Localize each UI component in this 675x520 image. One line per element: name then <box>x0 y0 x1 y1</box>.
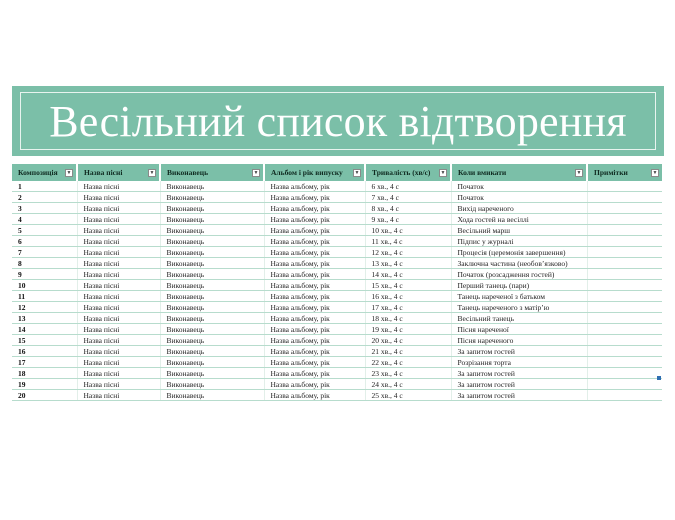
title-banner <box>12 86 664 156</box>
cell-artist[interactable]: Виконавець <box>160 346 264 357</box>
cell-song[interactable]: Назва пісні <box>77 302 160 313</box>
table-row <box>12 203 662 214</box>
playlist-table[interactable] <box>12 164 662 401</box>
cell-num[interactable]: 10 <box>12 280 77 291</box>
cell-album[interactable]: Назва альбому, рік <box>264 181 365 192</box>
cell-song[interactable]: Назва пісні <box>77 390 160 401</box>
cell-song[interactable]: Назва пісні <box>77 379 160 390</box>
cell-artist[interactable]: Виконавець <box>160 192 264 203</box>
cell-when[interactable]: Початок <box>451 181 587 192</box>
cell-song[interactable]: Назва пісні <box>77 346 160 357</box>
cell-artist[interactable]: Виконавець <box>160 225 264 236</box>
cell-artist[interactable]: Виконавець <box>160 236 264 247</box>
cell-album[interactable]: Назва альбому, рік <box>264 357 365 368</box>
cell-when[interactable]: Підпис у журналі <box>451 236 587 247</box>
cell-notes[interactable] <box>587 280 662 291</box>
filter-dropdown-icon[interactable]: ▼ <box>440 170 446 176</box>
cell-duration[interactable]: 17 хв., 4 с <box>365 302 451 313</box>
cell-duration[interactable]: 13 хв., 4 с <box>365 258 451 269</box>
cell-num[interactable]: 9 <box>12 269 77 280</box>
cell-when[interactable]: Пісня нареченого <box>451 335 587 346</box>
cell-song[interactable]: Назва пісні <box>77 269 160 280</box>
column-header-when[interactable] <box>451 164 587 181</box>
cell-album[interactable]: Назва альбому, рік <box>264 324 365 335</box>
cell-duration[interactable]: 24 хв., 4 с <box>365 379 451 390</box>
cell-num[interactable]: 17 <box>12 357 77 368</box>
cell-notes[interactable] <box>587 258 662 269</box>
cell-artist[interactable]: Виконавець <box>160 181 264 192</box>
table-row <box>12 192 662 203</box>
cell-num[interactable]: 6 <box>12 236 77 247</box>
cell-notes[interactable] <box>587 225 662 236</box>
cell-num[interactable]: 4 <box>12 214 77 225</box>
cell-album[interactable]: Назва альбому, рік <box>264 247 365 258</box>
table-row <box>12 258 662 269</box>
cell-duration[interactable]: 7 хв., 4 с <box>365 192 451 203</box>
cell-notes[interactable] <box>587 368 662 379</box>
column-header-notes[interactable] <box>587 164 662 181</box>
cell-when[interactable]: За запитом гостей <box>451 368 587 379</box>
cell-artist[interactable]: Виконавець <box>160 258 264 269</box>
table-row <box>12 346 662 357</box>
cell-duration[interactable]: 8 хв., 4 с <box>365 203 451 214</box>
cell-artist[interactable]: Виконавець <box>160 302 264 313</box>
cell-notes[interactable] <box>587 390 662 401</box>
cell-album[interactable]: Назва альбому, рік <box>264 269 365 280</box>
table-resize-handle[interactable] <box>657 376 661 380</box>
table-row <box>12 225 662 236</box>
cell-song[interactable]: Назва пісні <box>77 258 160 269</box>
cell-duration[interactable]: 20 хв., 4 с <box>365 335 451 346</box>
cell-num[interactable]: 13 <box>12 313 77 324</box>
cell-notes[interactable] <box>587 181 662 192</box>
cell-notes[interactable] <box>587 247 662 258</box>
cell-num[interactable]: 14 <box>12 324 77 335</box>
cell-notes[interactable] <box>587 214 662 225</box>
cell-when[interactable]: Процесія (церемонія завершення) <box>451 247 587 258</box>
cell-num[interactable]: 3 <box>12 203 77 214</box>
cell-song[interactable]: Назва пісні <box>77 313 160 324</box>
cell-album[interactable]: Назва альбому, рік <box>264 203 365 214</box>
cell-duration[interactable]: 23 хв., 4 с <box>365 368 451 379</box>
cell-song[interactable]: Назва пісні <box>77 280 160 291</box>
filter-dropdown-icon[interactable]: ▼ <box>354 170 360 176</box>
column-header-song[interactable] <box>77 164 160 181</box>
cell-when[interactable]: Весільний танець <box>451 313 587 324</box>
cell-artist[interactable]: Виконавець <box>160 357 264 368</box>
cell-when[interactable]: Заключна частина (необов’язково) <box>451 258 587 269</box>
column-header-label: Назва пісні <box>84 168 123 177</box>
page-title: Весільний список відтворення <box>49 96 627 146</box>
cell-song[interactable]: Назва пісні <box>77 357 160 368</box>
cell-album[interactable]: Назва альбому, рік <box>264 214 365 225</box>
cell-artist[interactable]: Виконавець <box>160 214 264 225</box>
cell-duration[interactable]: 18 хв., 4 с <box>365 313 451 324</box>
cell-album[interactable]: Назва альбому, рік <box>264 368 365 379</box>
cell-notes[interactable] <box>587 335 662 346</box>
cell-album[interactable]: Назва альбому, рік <box>264 291 365 302</box>
cell-notes[interactable] <box>587 357 662 368</box>
cell-when[interactable]: Пісня нареченої <box>451 324 587 335</box>
filter-dropdown-icon[interactable]: ▼ <box>253 170 259 176</box>
table-row <box>12 379 662 390</box>
cell-artist[interactable]: Виконавець <box>160 379 264 390</box>
column-header-label: Коли вмикати <box>458 168 507 177</box>
cell-num[interactable]: 8 <box>12 258 77 269</box>
cell-duration[interactable]: 10 хв., 4 с <box>365 225 451 236</box>
cell-album[interactable]: Назва альбому, рік <box>264 346 365 357</box>
cell-song[interactable]: Назва пісні <box>77 247 160 258</box>
cell-num[interactable]: 16 <box>12 346 77 357</box>
table-row <box>12 368 662 379</box>
table-row <box>12 236 662 247</box>
cell-album[interactable]: Назва альбому, рік <box>264 379 365 390</box>
table-row <box>12 247 662 258</box>
cell-when[interactable]: За запитом гостей <box>451 390 587 401</box>
cell-num[interactable]: 7 <box>12 247 77 258</box>
cell-song[interactable]: Назва пісні <box>77 214 160 225</box>
table-row <box>12 280 662 291</box>
cell-when[interactable]: За запитом гостей <box>451 379 587 390</box>
cell-song[interactable]: Назва пісні <box>77 291 160 302</box>
cell-notes[interactable] <box>587 379 662 390</box>
cell-album[interactable]: Назва альбому, рік <box>264 390 365 401</box>
cell-notes[interactable] <box>587 313 662 324</box>
cell-duration[interactable]: 14 хв., 4 с <box>365 269 451 280</box>
cell-when[interactable]: Початок <box>451 192 587 203</box>
table-row <box>12 302 662 313</box>
column-header-album[interactable] <box>264 164 365 181</box>
cell-album[interactable]: Назва альбому, рік <box>264 225 365 236</box>
cell-notes[interactable] <box>587 269 662 280</box>
cell-song[interactable]: Назва пісні <box>77 203 160 214</box>
column-header-track[interactable] <box>12 164 77 181</box>
cell-num[interactable]: 1 <box>12 181 77 192</box>
cell-song[interactable]: Назва пісні <box>77 236 160 247</box>
column-header-label: Альбом і рік випуску <box>271 168 343 177</box>
cell-album[interactable]: Назва альбому, рік <box>264 192 365 203</box>
cell-album[interactable]: Назва альбому, рік <box>264 335 365 346</box>
cell-song[interactable]: Назва пісні <box>77 181 160 192</box>
cell-song[interactable]: Назва пісні <box>77 192 160 203</box>
table-row <box>12 291 662 302</box>
cell-when[interactable]: Весільний марш <box>451 225 587 236</box>
cell-duration[interactable]: 12 хв., 4 с <box>365 247 451 258</box>
cell-artist[interactable]: Виконавець <box>160 313 264 324</box>
cell-num[interactable]: 19 <box>12 379 77 390</box>
cell-album[interactable]: Назва альбому, рік <box>264 236 365 247</box>
cell-num[interactable]: 5 <box>12 225 77 236</box>
cell-artist[interactable]: Виконавець <box>160 291 264 302</box>
cell-duration[interactable]: 6 хв., 4 с <box>365 181 451 192</box>
cell-when[interactable]: Початок (розсадження гостей) <box>451 269 587 280</box>
cell-artist[interactable]: Виконавець <box>160 203 264 214</box>
table-row <box>12 357 662 368</box>
cell-num[interactable]: 20 <box>12 390 77 401</box>
cell-song[interactable]: Назва пісні <box>77 335 160 346</box>
cell-album[interactable]: Назва альбому, рік <box>264 280 365 291</box>
cell-num[interactable]: 18 <box>12 368 77 379</box>
table-body <box>12 181 662 401</box>
cell-duration[interactable]: 16 хв., 4 с <box>365 291 451 302</box>
cell-artist[interactable]: Виконавець <box>160 335 264 346</box>
cell-notes[interactable] <box>587 302 662 313</box>
table-row <box>12 181 662 192</box>
table-row <box>12 324 662 335</box>
cell-duration[interactable]: 22 хв., 4 с <box>365 357 451 368</box>
column-header-duration[interactable] <box>365 164 451 181</box>
cell-duration[interactable]: 15 хв., 4 с <box>365 280 451 291</box>
cell-duration[interactable]: 25 хв., 4 с <box>365 390 451 401</box>
cell-when[interactable]: Танець нареченої з батьком <box>451 291 587 302</box>
filter-dropdown-icon[interactable]: ▼ <box>66 170 72 176</box>
filter-dropdown-icon[interactable]: ▼ <box>652 170 658 176</box>
cell-when[interactable]: Перший танець (пари) <box>451 280 587 291</box>
cell-artist[interactable]: Виконавець <box>160 269 264 280</box>
cell-notes[interactable] <box>587 346 662 357</box>
cell-when[interactable]: За запитом гостей <box>451 346 587 357</box>
cell-artist[interactable]: Виконавець <box>160 324 264 335</box>
table-row <box>12 269 662 280</box>
cell-notes[interactable] <box>587 203 662 214</box>
cell-artist[interactable]: Виконавець <box>160 368 264 379</box>
cell-album[interactable]: Назва альбому, рік <box>264 302 365 313</box>
cell-notes[interactable] <box>587 291 662 302</box>
table-header-row <box>12 164 662 181</box>
cell-when[interactable]: Хода гостей на весіллі <box>451 214 587 225</box>
cell-when[interactable]: Розрізання торта <box>451 357 587 368</box>
table-row <box>12 335 662 346</box>
cell-song[interactable]: Назва пісні <box>77 225 160 236</box>
cell-notes[interactable] <box>587 324 662 335</box>
cell-notes[interactable] <box>587 192 662 203</box>
cell-num[interactable]: 12 <box>12 302 77 313</box>
cell-song[interactable]: Назва пісні <box>77 368 160 379</box>
column-header-artist[interactable] <box>160 164 264 181</box>
table-row <box>12 214 662 225</box>
cell-when[interactable]: Вихід нареченого <box>451 203 587 214</box>
column-header-label: Примітки <box>594 168 628 177</box>
cell-album[interactable]: Назва альбому, рік <box>264 258 365 269</box>
cell-artist[interactable]: Виконавець <box>160 390 264 401</box>
filter-dropdown-icon[interactable]: ▼ <box>149 170 155 176</box>
cell-duration[interactable]: 11 хв., 4 с <box>365 236 451 247</box>
cell-duration[interactable]: 9 хв., 4 с <box>365 214 451 225</box>
cell-when[interactable]: Танець нареченого з матір’ю <box>451 302 587 313</box>
table-row <box>12 390 662 401</box>
cell-notes[interactable] <box>587 236 662 247</box>
cell-album[interactable]: Назва альбому, рік <box>264 313 365 324</box>
table-row <box>12 313 662 324</box>
cell-duration[interactable]: 21 хв., 4 с <box>365 346 451 357</box>
cell-duration[interactable]: 19 хв., 4 с <box>365 324 451 335</box>
cell-num[interactable]: 15 <box>12 335 77 346</box>
cell-song[interactable]: Назва пісні <box>77 324 160 335</box>
cell-artist[interactable]: Виконавець <box>160 280 264 291</box>
cell-artist[interactable]: Виконавець <box>160 247 264 258</box>
filter-dropdown-icon[interactable]: ▼ <box>576 170 582 176</box>
cell-num[interactable]: 2 <box>12 192 77 203</box>
column-header-label: Композиція <box>18 168 58 177</box>
column-header-label: Виконавець <box>167 168 209 177</box>
column-header-label: Тривалість (хв/с) <box>372 168 431 177</box>
cell-num[interactable]: 11 <box>12 291 77 302</box>
